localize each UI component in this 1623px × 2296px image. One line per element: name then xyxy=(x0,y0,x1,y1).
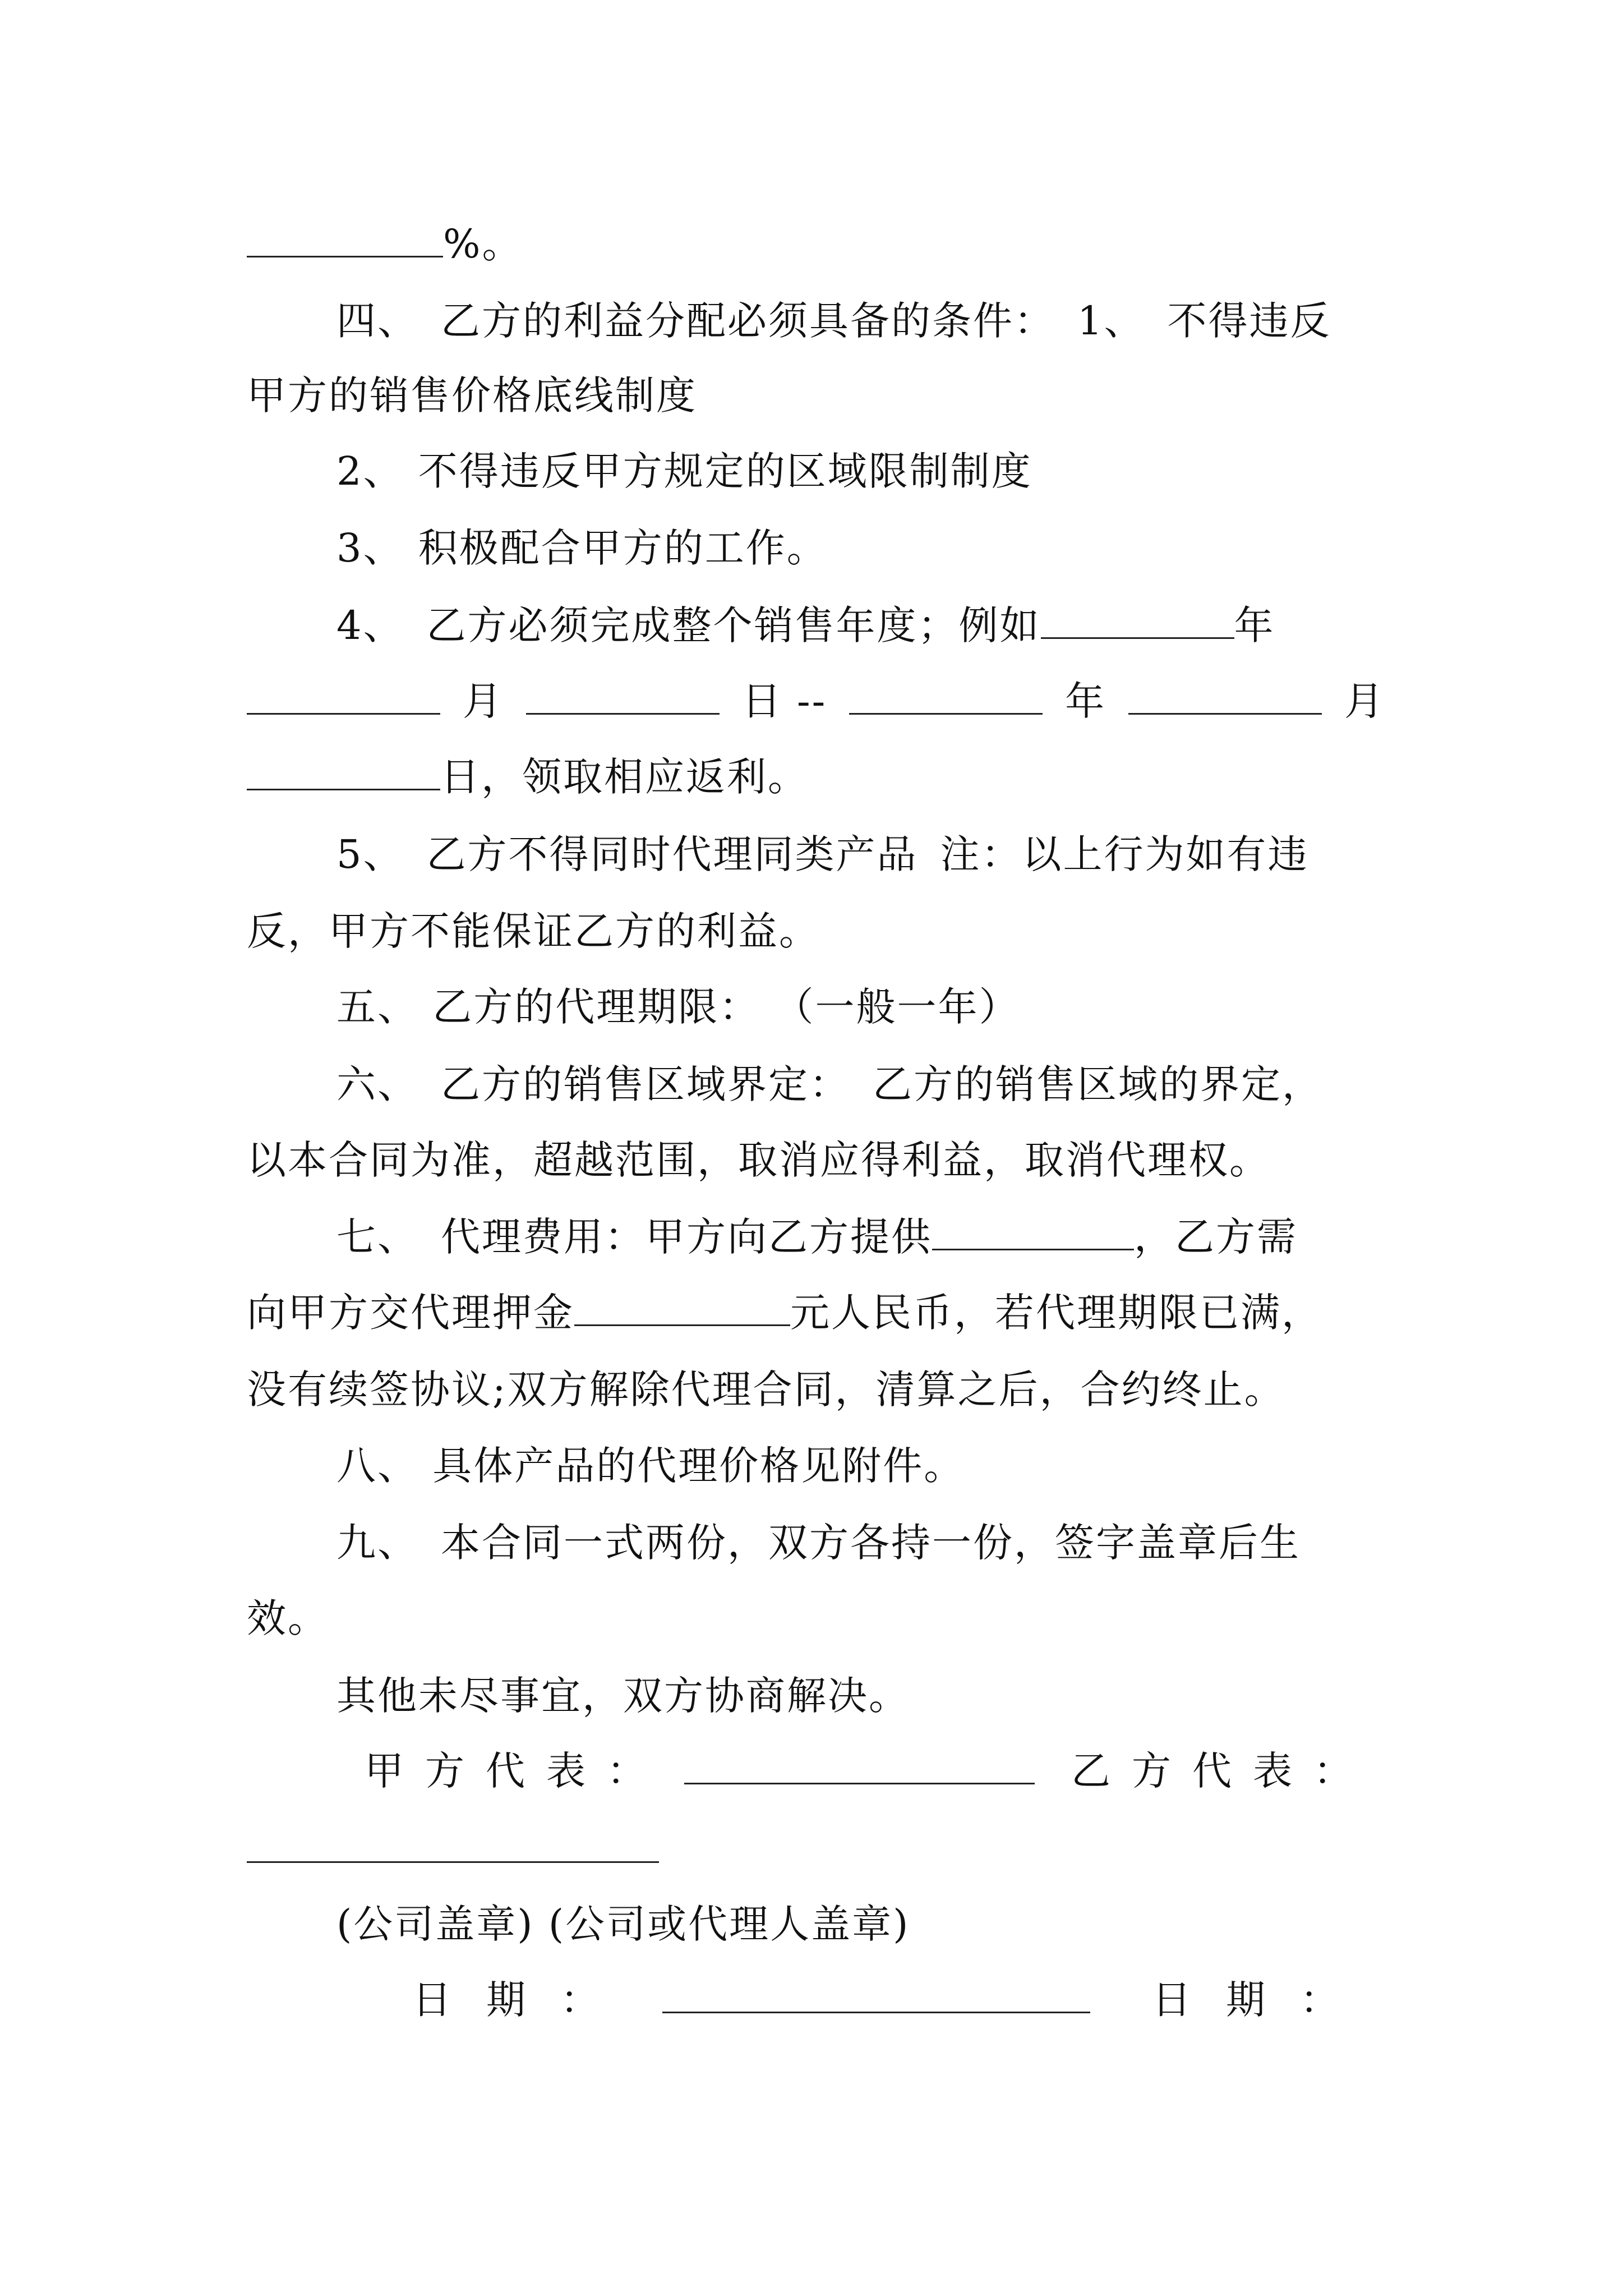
item-text: 乙方不得同时代理同类产品 xyxy=(426,831,918,877)
deposit-line xyxy=(247,1287,1385,1338)
item-5-line xyxy=(336,829,1385,880)
party-a-date-blank xyxy=(662,1978,1090,2013)
clause-text: 乙方的销售区域界定： xyxy=(441,1061,850,1107)
party-b-date-label: 日期： xyxy=(1152,1977,1374,2023)
month-blank xyxy=(247,679,440,715)
clause-5-heading: 五、 乙方的代理期限： （一般一年） xyxy=(336,984,1020,1030)
clause-text: 本合同一式两份，双方各持一份，签字盖章后生 xyxy=(441,1520,1301,1566)
month-label: 月 xyxy=(462,678,504,724)
day-blank xyxy=(247,755,440,790)
day-blank xyxy=(526,679,720,715)
body-line: 没有续签协议;双方解除代理合同，清算之后，合约终止。 xyxy=(247,1366,1285,1412)
year-blank xyxy=(849,679,1043,715)
representatives-line xyxy=(365,1746,1374,1796)
clause-number: 七、 xyxy=(336,1214,418,1260)
provision-blank xyxy=(932,1215,1134,1250)
clause-number: 四、 xyxy=(336,298,418,344)
item-number: 4、 xyxy=(336,602,404,648)
month-label: 月 xyxy=(1344,678,1385,724)
clause-8-heading: 八、 具体产品的代理价格见附件。 xyxy=(336,1443,965,1489)
clause-number: 九、 xyxy=(336,1520,418,1566)
dates-line xyxy=(412,1975,1374,2025)
deposit-amount-blank xyxy=(574,1291,790,1326)
item-text: 乙方必须完成整个销售年度；例如 xyxy=(426,602,1041,648)
body-line: 效。 xyxy=(247,1595,329,1641)
month-blank xyxy=(1128,679,1322,715)
clause-text: 代理费用：甲方向乙方提供 xyxy=(441,1214,932,1260)
rebate-text: 日，领取相应返利。 xyxy=(440,754,809,800)
year-label: 年 xyxy=(1234,602,1275,648)
percentage-blank xyxy=(247,222,443,257)
clause-9-heading xyxy=(336,1517,1385,1568)
body-line: 2、 不得违反甲方规定的区域限制制度 xyxy=(336,448,1032,494)
deposit-text: 元人民币，若代理期限已满， xyxy=(790,1290,1322,1336)
body-line: 甲方的销售价格底线制度 xyxy=(247,372,697,418)
party-a-representative-label: 甲方代表： xyxy=(365,1748,667,1794)
body-line: 3、 积极配合甲方的工作。 xyxy=(336,525,828,571)
item-4-line xyxy=(336,600,1385,651)
party-a-date-label: 日期： xyxy=(412,1977,634,2023)
clause-4-heading xyxy=(336,296,1385,346)
seal-line: (公司盖章) (公司或代理人盖章) xyxy=(336,1901,910,1947)
note-text: 注：以上行为如有违 xyxy=(940,831,1309,877)
year-label: 年 xyxy=(1065,678,1106,724)
rebate-line xyxy=(247,752,1385,802)
item-text: 不得违反 xyxy=(1167,298,1331,344)
clause-number: 六、 xyxy=(336,1061,418,1107)
clause-7-heading xyxy=(336,1212,1385,1262)
percentage-line xyxy=(247,219,1385,269)
party-a-signature-blank xyxy=(684,1749,1035,1784)
party-b-representative-label: 乙方代表： xyxy=(1071,1748,1374,1794)
deposit-text: 向甲方交代理押金 xyxy=(247,1290,574,1336)
clause-6-heading xyxy=(336,1059,1385,1110)
percentage-suffix: %。 xyxy=(443,221,523,267)
item-number: 1、 xyxy=(1077,298,1145,344)
body-line: 其他未尽事宜，双方协商解决。 xyxy=(336,1673,910,1719)
date-range-line xyxy=(247,676,1385,726)
body-line: 反，甲方不能保证乙方的利益。 xyxy=(247,908,820,954)
year-blank xyxy=(1041,604,1234,639)
item-number: 5、 xyxy=(336,831,404,877)
clause-text: 乙方的销售区域的界定， xyxy=(873,1061,1323,1107)
day-label: 日 -- xyxy=(741,678,827,724)
clause-text: ，乙方需 xyxy=(1134,1214,1298,1260)
party-b-signature-blank xyxy=(247,1861,659,1863)
clause-text: 乙方的利益分配必须具备的条件： xyxy=(441,298,1055,344)
body-line: 以本合同为准，超越范围，取消应得利益，取消代理权。 xyxy=(247,1137,1270,1183)
